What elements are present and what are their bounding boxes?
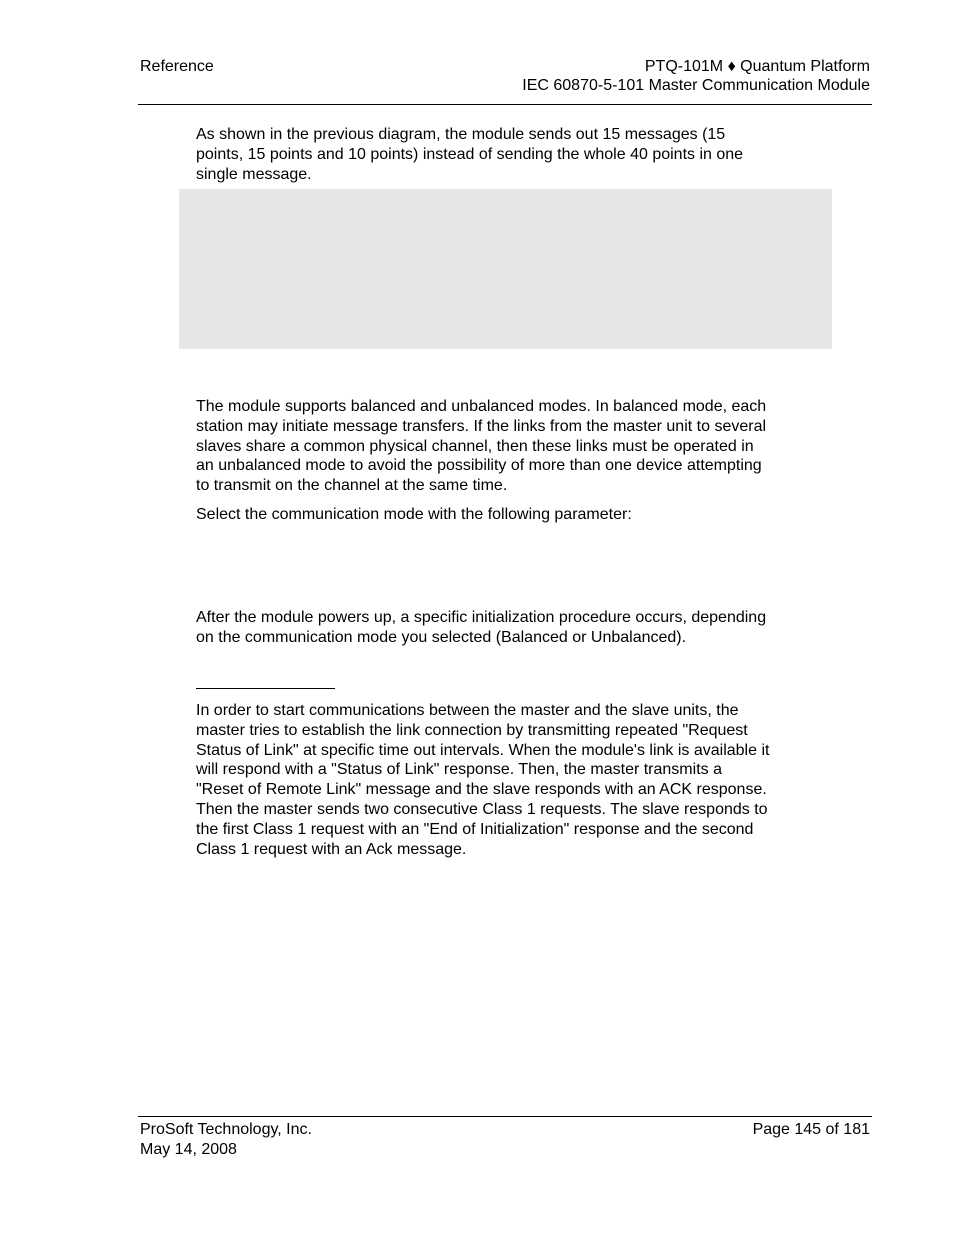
- text-line: single message.: [196, 165, 312, 183]
- text-line: the first Class 1 request with an "End of Initialization" response and the second: [196, 820, 754, 838]
- header-titles: [522, 57, 870, 95]
- text-line: Select the communication mode with the following parameter:: [196, 506, 632, 523]
- header-divider: [138, 104, 872, 105]
- text-line: will respond with a "Status of Link" response. Then, the master transmits a: [196, 761, 722, 779]
- text-line: Class 1 request with an Ack message.: [196, 840, 467, 858]
- paragraph-select: [196, 505, 816, 525]
- text-line: As shown in the previous diagram, the module sends out 15 messages (15: [196, 126, 726, 143]
- header-section: Reference: [140, 58, 214, 75]
- text-line: master tries to establish the link connection by transmitting repeated "Request: [196, 721, 748, 739]
- text-line: In order to start communications between the master and the slave units, the: [196, 702, 739, 719]
- text-line: After the module powers up, a specific initialization procedure occurs, depending: [196, 609, 767, 626]
- paragraph-initialization: [196, 701, 816, 859]
- footer-date: May 14, 2008: [140, 1140, 237, 1158]
- footer-company: ProSoft Technology, Inc.: [140, 1121, 312, 1138]
- header-module: IEC 60870-5-101 Master Communication Module: [522, 77, 870, 94]
- section-rule: [196, 688, 335, 689]
- footer-left: [140, 1120, 312, 1159]
- footer-divider: [138, 1116, 872, 1117]
- text-line: "Reset of Remote Link" message and the slave responds with an ACK response.: [196, 781, 767, 799]
- paragraph-modes: [196, 397, 816, 496]
- paragraph-powerup: [196, 608, 816, 648]
- text-line: on the communication mode you selected (Balanced or Unbalanced).: [196, 628, 687, 646]
- text-line: Then the master sends two consecutive Class 1 requests. The slave responds to: [196, 800, 768, 818]
- text-line: an unbalanced mode to avoid the possibility of more than one device attempting: [196, 457, 762, 475]
- shaded-example-box: [179, 189, 832, 349]
- text-line: slaves share a common physical channel, then these links must be operated in: [196, 437, 754, 455]
- paragraph-messages: [196, 125, 816, 184]
- text-line: The module supports balanced and unbalanced modes. In balanced mode, each: [196, 398, 767, 415]
- text-line: station may initiate message transfers. If the links from the master unit to several: [196, 417, 767, 435]
- text-line: Status of Link" at specific time out intervals. When the module's link is available it: [196, 741, 770, 759]
- footer-page-number: Page 145 of 181: [752, 1121, 870, 1138]
- text-line: to transmit on the channel at the same time.: [196, 477, 508, 495]
- header-product: PTQ-101M ♦ Quantum Platform: [644, 58, 870, 75]
- text-line: points, 15 points and 10 points) instead of sending the whole 40 points in one: [196, 145, 744, 163]
